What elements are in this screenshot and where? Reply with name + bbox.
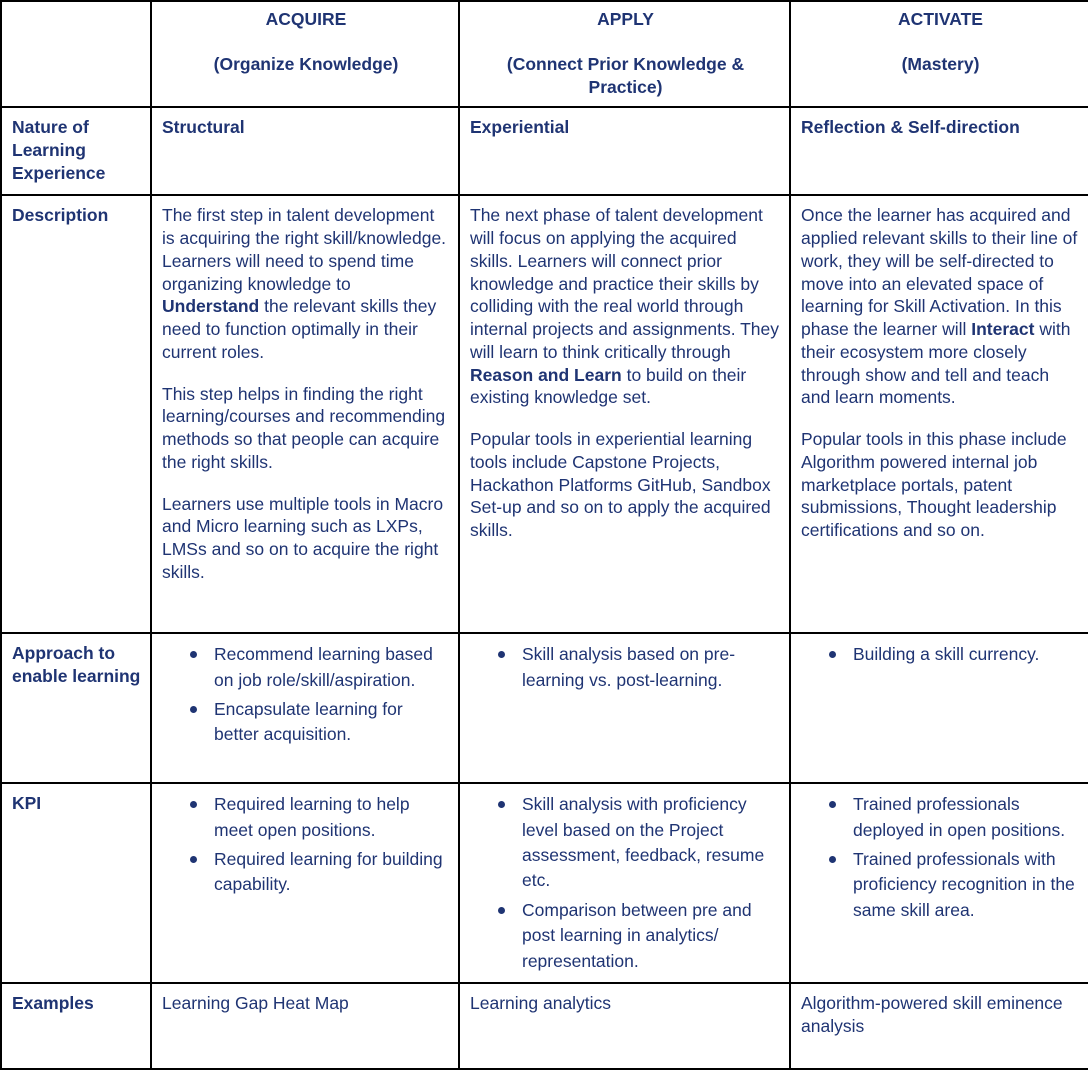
row-label-description: Description (1, 195, 151, 633)
cell-kpi-apply (459, 783, 790, 983)
description-activate-paragraph-2: Popular tools in this phase include Algorithm powered internal job marketplace portals, patent submissions, Thought leadership certifications and so on. (801, 429, 1067, 540)
description-acquire-paragraph-2: This step helps in finding the right learning/courses and recommending methods so that people can acquire the right skills. (162, 383, 446, 472)
column-header-activate-subtitle: (Mastery) (901, 53, 980, 74)
desc-apply-p1-before: The next phase of talent development will focus on applying the acquired skills. Learners will connect prior knowledge and practice their skills by colliding with the real world through internal projects and assignments. They will learn to think critically through (470, 205, 780, 362)
desc-acquire-p1-bold: Understand (162, 296, 260, 317)
column-header-apply (459, 1, 790, 107)
list-item: Comparison between pre and post learning in analytics/ representation. (522, 898, 781, 974)
desc-activate-p1-after: with their ecosystem more closely through show and tell and teach and learn moments. (801, 319, 1071, 408)
cell-examples-activate: Algorithm-powered skill eminence analysis (790, 983, 1088, 1069)
cell-approach-activate (790, 633, 1088, 783)
description-apply-paragraph-1 (470, 204, 781, 409)
column-header-acquire (151, 1, 459, 107)
row-label-approach: Approach to enable learning (1, 633, 151, 783)
cell-kpi-acquire (151, 783, 459, 983)
desc-activate-p1-bold: Interact (971, 319, 1035, 339)
column-header-apply-subtitle: (Connect Prior Knowledge & Practice) (506, 53, 745, 97)
cell-nature-acquire: Structural (151, 107, 459, 195)
cell-examples-acquire: Learning Gap Heat Map (151, 983, 459, 1069)
description-activate-paragraph-1 (801, 204, 1080, 409)
list-item: Required learning for building capability. (214, 847, 450, 898)
column-header-activate (790, 1, 1088, 107)
table-row-description (1, 195, 1088, 633)
desc-activate-p1-before: Once the learner has acquired and applied relevant skills to their line of work, they will be self-directed to move into an elevated space of learning for Skill Activation. In this phase the learner will (801, 205, 1078, 339)
kpi-acquire-list (162, 792, 450, 898)
table-row-nature (1, 107, 1088, 195)
header-corner-cell (1, 1, 151, 107)
kpi-apply-list (470, 792, 781, 974)
approach-apply-list (470, 642, 781, 693)
row-label-kpi: KPI (1, 783, 151, 983)
description-apply-paragraph-2: Popular tools in experiential learning tools include Capstone Projects, Hackathon Platforms GitHub, Sandbox Set-up and so on to apply the acquired skills. (470, 429, 771, 540)
cell-description-activate (790, 195, 1088, 633)
list-item: Skill analysis based on pre-learning vs. post-learning. (522, 642, 781, 693)
column-header-acquire-title: ACQUIRE (265, 9, 347, 29)
desc-acquire-p1-after: the relevant skills they need to function optimally in their current roles. (162, 296, 437, 362)
table-header-row (1, 1, 1088, 107)
cell-examples-apply: Learning analytics (459, 983, 790, 1069)
table-row-kpi (1, 783, 1088, 983)
list-item: Encapsulate learning for better acquisition. (214, 697, 450, 748)
desc-apply-p1-bold: Reason and Learn (470, 364, 622, 385)
list-item: Building a skill currency. (853, 642, 1080, 667)
cell-description-apply (459, 195, 790, 633)
cell-approach-acquire (151, 633, 459, 783)
column-header-acquire-subtitle: (Organize Knowledge) (213, 53, 399, 74)
row-label-nature: Nature of Learning Experience (1, 107, 151, 195)
cell-description-acquire (151, 195, 459, 633)
description-acquire-paragraph-3: Learners use multiple tools in Macro and Micro learning such as LXPs, LMSs and so on to acquire the right skills. (162, 493, 444, 582)
cell-approach-apply (459, 633, 790, 783)
column-header-activate-title: ACTIVATE (898, 9, 983, 29)
list-item: Recommend learning based on job role/skill/aspiration. (214, 642, 450, 693)
list-item: Skill analysis with proficiency level based on the Project assessment, feedback, resume etc. (522, 792, 781, 894)
list-item: Trained professionals deployed in open positions. (853, 792, 1080, 843)
kpi-activate-list (801, 792, 1080, 923)
cell-kpi-activate (790, 783, 1088, 983)
list-item: Trained professionals with proficiency recognition in the same skill area. (853, 847, 1080, 923)
description-acquire-paragraph-1 (162, 204, 450, 363)
list-item: Required learning to help meet open positions. (214, 792, 450, 843)
cell-nature-apply: Experiential (459, 107, 790, 195)
desc-apply-p1-after: to build on their existing knowledge set. (470, 364, 747, 408)
approach-acquire-list (162, 642, 450, 748)
approach-activate-list (801, 642, 1080, 667)
table-row-examples (1, 983, 1088, 1069)
desc-acquire-p1-before: The first step in talent development is acquiring the right skill/knowledge. Learners will need to spend time organizing knowledge to (162, 205, 447, 294)
table-row-approach (1, 633, 1088, 783)
column-header-apply-title: APPLY (597, 9, 654, 29)
row-label-examples: Examples (1, 983, 151, 1069)
cell-nature-activate: Reflection & Self-direction (790, 107, 1088, 195)
